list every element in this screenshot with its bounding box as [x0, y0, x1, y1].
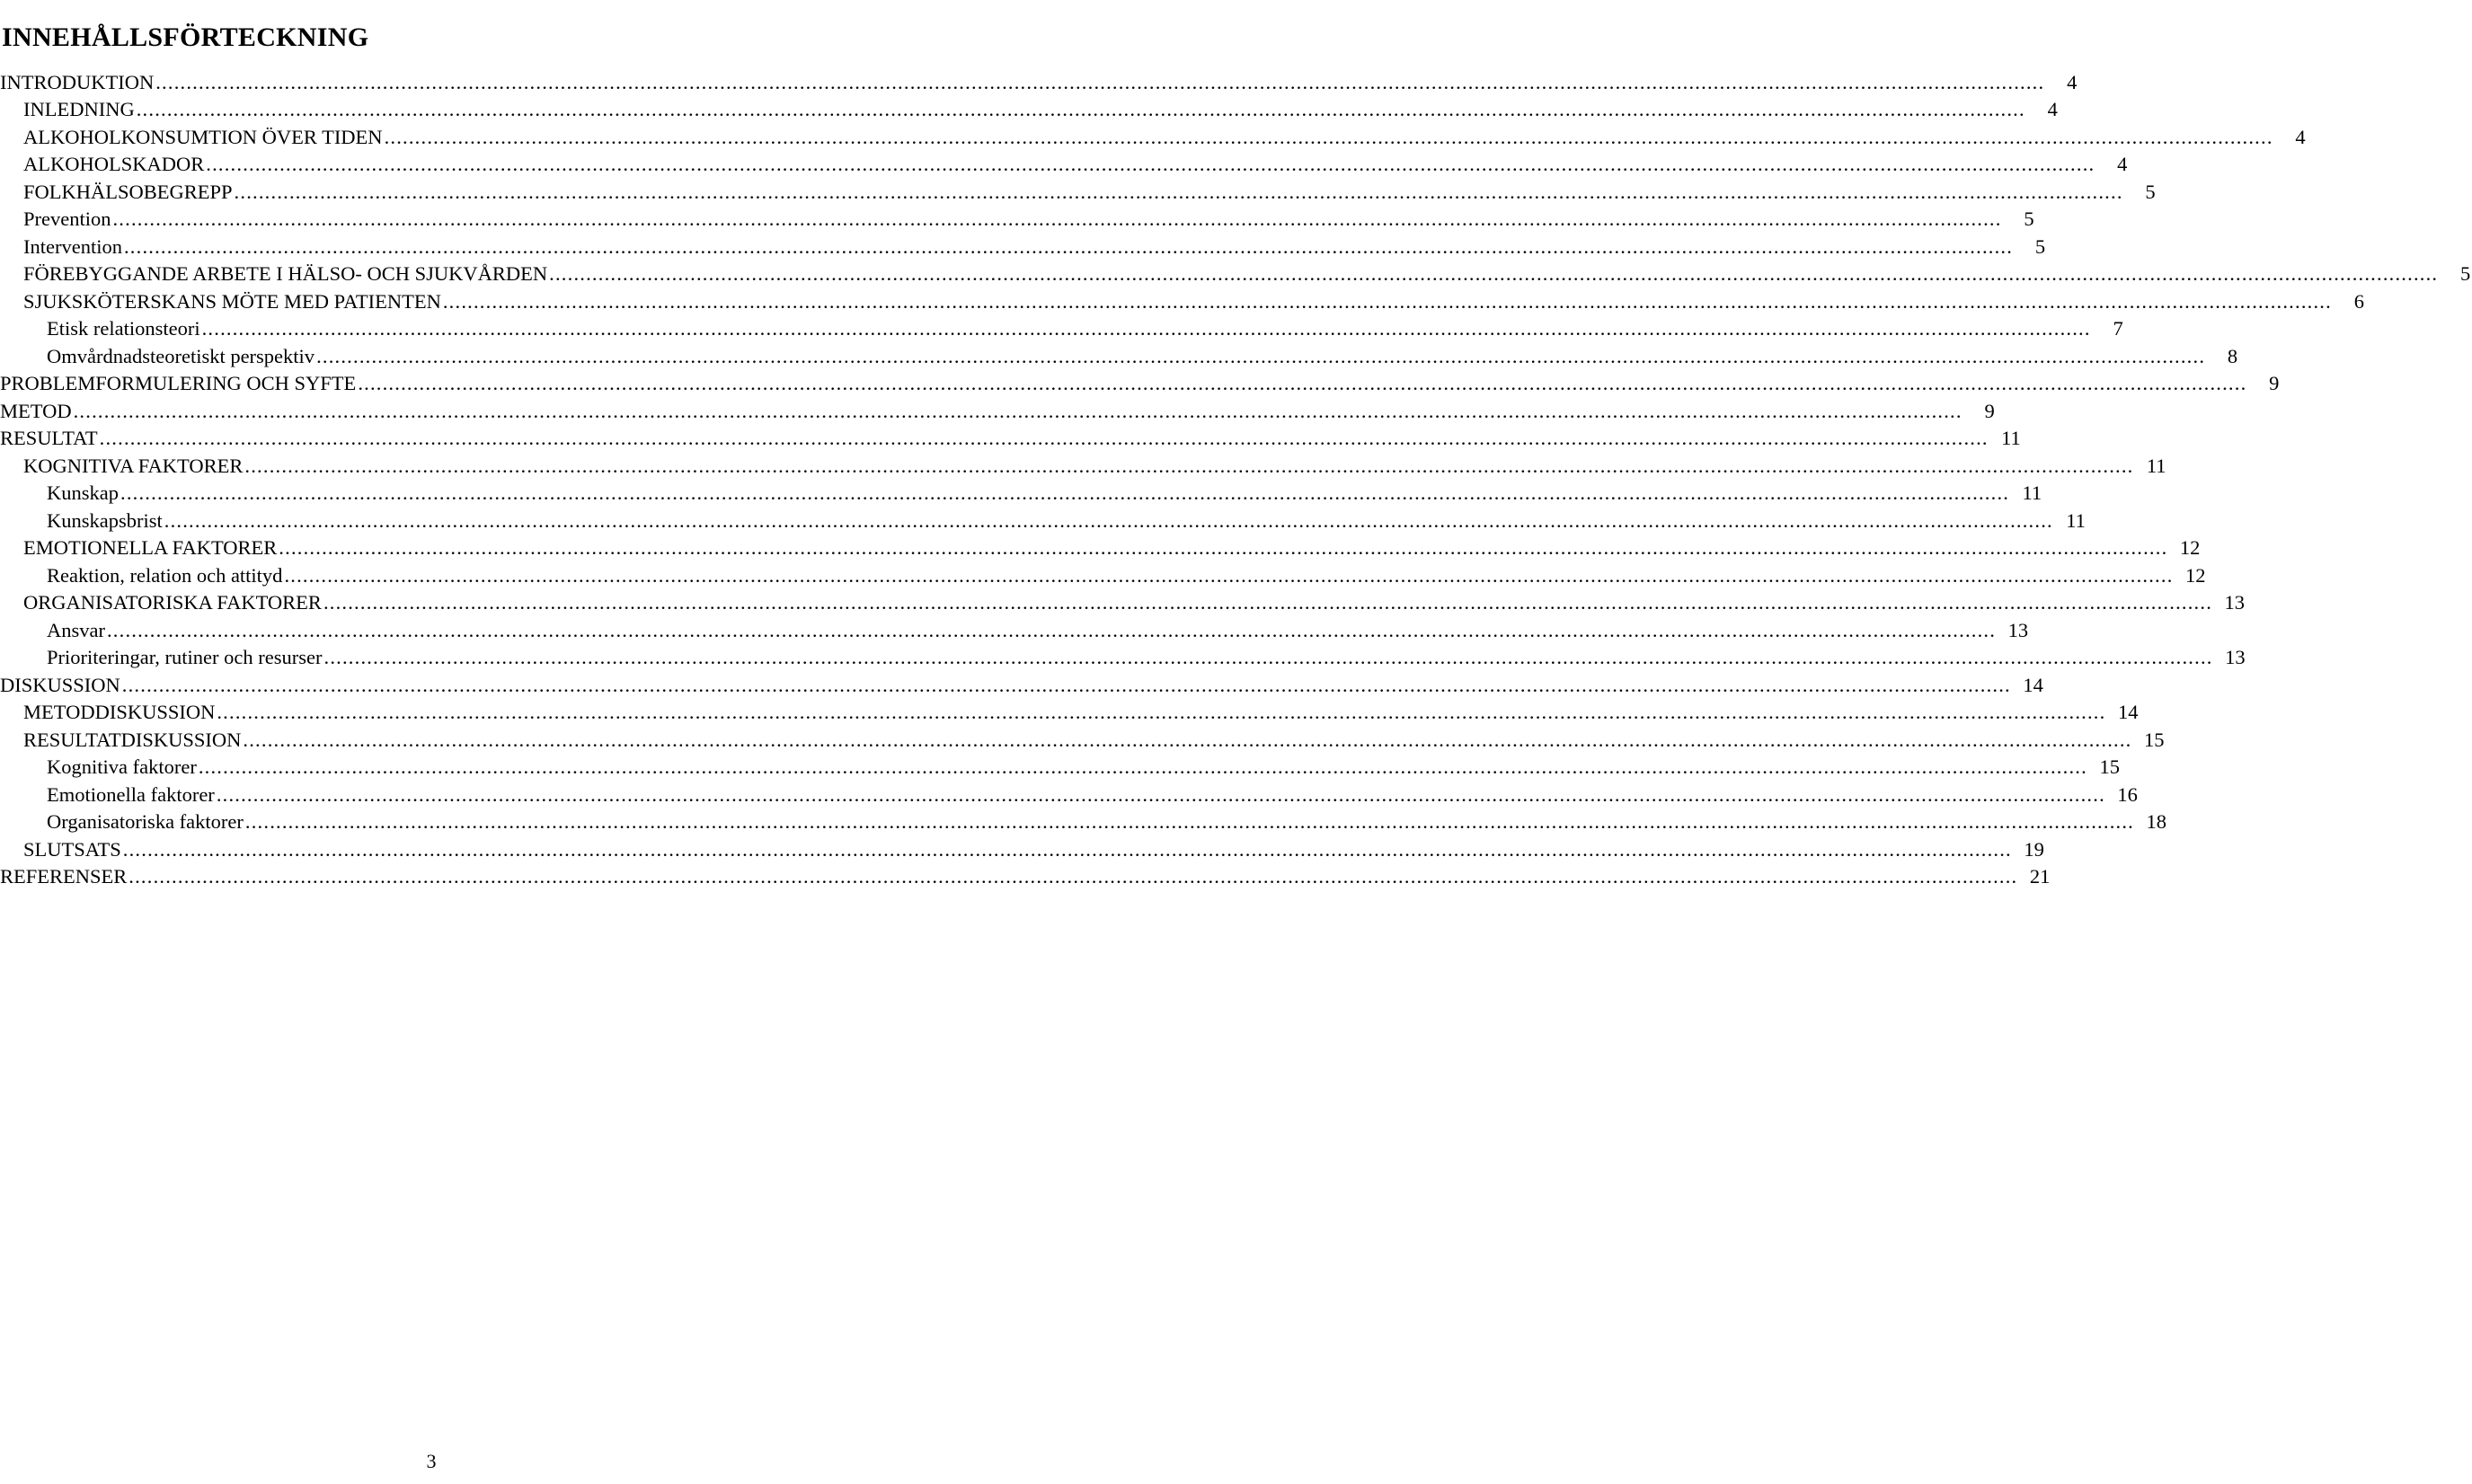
toc-dot-leader: .................................................................................................................................................................................................................................................................................................................... — [323, 591, 2213, 614]
toc-entry-label: REFERENSER — [0, 865, 128, 888]
toc-entry[interactable] — [0, 314, 2123, 341]
toc-dot-leader: .................................................................................................................................................................................................................................................................................................................... — [106, 618, 1997, 641]
toc-entry-page: 11 — [2066, 508, 2086, 532]
toc-entry[interactable] — [0, 834, 2044, 861]
toc-entry-label: Kunskap — [47, 481, 119, 504]
toc-entry-page: 11 — [2001, 427, 2021, 449]
toc-entry[interactable] — [0, 450, 2166, 478]
toc-entry[interactable] — [0, 861, 2051, 889]
toc-entry-page: 14 — [2117, 701, 2139, 723]
toc-entry-label: DISKUSSION — [0, 673, 120, 696]
toc-dot-leader: .................................................................................................................................................................................................................................................................................................................... — [164, 508, 2053, 532]
toc-entry-page: 4 — [2067, 70, 2078, 93]
toc-entry-page: 7 — [2113, 317, 2123, 340]
toc-entry-label: Intervention — [23, 234, 122, 258]
toc-dot-leader: .................................................................................................................................................................................................................................................................................................................... — [384, 125, 2273, 148]
toc-entry-page: 19 — [2024, 837, 2044, 861]
toc-entry[interactable] — [0, 368, 2280, 396]
toc-entry-page: 9 — [1984, 399, 1995, 422]
toc-entry-label: ORGANISATORISKA FAKTORER — [23, 591, 322, 614]
toc-entry[interactable] — [0, 697, 2139, 725]
toc-dot-leader: .................................................................................................................................................................................................................................................................................................................... — [244, 810, 2134, 833]
toc-entry-label: Kunskapsbrist — [47, 508, 163, 532]
toc-dot-leader: .................................................................................................................................................................................................................................................................................................................... — [442, 289, 2332, 313]
toc-dot-leader: .................................................................................................................................................................................................................................................................................................................... — [128, 865, 2018, 888]
toc-dot-leader: .................................................................................................................................................................................................................................................................................................................... — [323, 646, 2213, 668]
toc-entry-page: 5 — [2024, 208, 2034, 230]
toc-entry-page: 15 — [2144, 728, 2165, 751]
toc-entry-label: ALKOHOLKONSUMTION ÖVER TIDEN — [23, 125, 383, 148]
toc-entry[interactable] — [0, 259, 2471, 287]
toc-dot-leader: .................................................................................................................................................................................................................................................................................................................... — [136, 98, 2025, 120]
toc-dot-leader: .................................................................................................................................................................................................................................................................................................................... — [122, 837, 2012, 861]
toc-entry-page: 5 — [2034, 234, 2046, 258]
toc-entry-label: SLUTSATS — [23, 837, 121, 861]
toc-entry-page: 14 — [2023, 673, 2043, 696]
toc-entry-page: 5 — [2460, 262, 2471, 285]
toc-entry[interactable] — [0, 642, 2246, 670]
toc-entry-label: FOLKHÄLSOBEGREPP — [23, 180, 233, 203]
toc-entry-label: RESULTAT — [0, 427, 98, 449]
toc-dot-leader: .................................................................................................................................................................................................................................................................................................................... — [244, 454, 2134, 477]
toc-entry-label: SJUKSKÖTERSKANS MÖTE MED PATIENTEN — [23, 289, 441, 313]
toc-entry-page: 4 — [2047, 98, 2058, 120]
toc-entry-label: Omvårdnadsteoretiskt perspektiv — [47, 344, 315, 367]
toc-entry-page: 18 — [2146, 810, 2166, 833]
toc-entry[interactable] — [0, 340, 2238, 368]
toc-entry-label: Prioriteringar, rutiner och resurser — [47, 646, 323, 668]
toc-dot-leader: .................................................................................................................................................................................................................................................................................................................... — [198, 755, 2087, 778]
toc-entry[interactable] — [0, 779, 2138, 807]
toc-dot-leader: .................................................................................................................................................................................................................................................................................................................... — [243, 728, 2132, 751]
toc-entry-label: Etisk relationsteori — [47, 317, 200, 340]
table-of-contents — [0, 66, 2471, 888]
toc-entry-label: Ansvar — [47, 618, 105, 641]
toc-dot-leader: .................................................................................................................................................................................................................................................................................................................... — [120, 481, 2010, 504]
toc-dot-leader: .................................................................................................................................................................................................................................................................................................................... — [216, 782, 2105, 806]
toc-dot-leader: .................................................................................................................................................................................................................................................................................................................... — [121, 673, 2011, 696]
toc-entry[interactable] — [0, 231, 2046, 259]
toc-entry-label: ALKOHOLSKADOR — [23, 153, 205, 175]
toc-dot-leader: .................................................................................................................................................................................................................................................................................................................... — [123, 234, 2014, 258]
toc-dot-leader: .................................................................................................................................................................................................................................................................................................................... — [316, 344, 2206, 367]
toc-dot-leader: .................................................................................................................................................................................................................................................................................................................... — [284, 563, 2174, 587]
toc-entry-label: Reaktion, relation och attityd — [47, 563, 283, 587]
toc-dot-leader: .................................................................................................................................................................................................................................................................................................................... — [206, 153, 2095, 175]
toc-entry-page: 4 — [2117, 153, 2128, 175]
toc-dot-leader: .................................................................................................................................................................................................................................................................................................................... — [358, 372, 2247, 394]
toc-entry[interactable] — [0, 423, 2021, 451]
toc-entry[interactable] — [0, 121, 2306, 149]
toc-dot-leader: .................................................................................................................................................................................................................................................................................................................... — [549, 262, 2439, 285]
toc-dot-leader: .................................................................................................................................................................................................................................................................................................................... — [279, 536, 2168, 559]
toc-entry[interactable] — [0, 533, 2201, 561]
toc-entry-page: 15 — [2099, 755, 2120, 778]
toc-entry-label: PROBLEMFORMULERING OCH SYFTE — [0, 372, 357, 394]
toc-entry-label: Kognitiva faktorer — [47, 755, 197, 778]
toc-entry-label: METOD — [0, 399, 72, 422]
toc-entry[interactable] — [0, 176, 2156, 204]
toc-entry[interactable] — [0, 286, 2364, 314]
toc-entry-page: 16 — [2117, 782, 2138, 806]
toc-entry[interactable] — [0, 204, 2034, 232]
toc-entry-page: 5 — [2145, 180, 2156, 203]
toc-entry-page: 13 — [2225, 646, 2246, 668]
page-number: 3 — [426, 1450, 437, 1472]
toc-entry[interactable] — [0, 587, 2246, 615]
toc-entry-label: METODDISKUSSION — [23, 701, 216, 723]
toc-dot-leader: .................................................................................................................................................................................................................................................................................................................... — [73, 399, 1963, 422]
toc-dot-leader: .................................................................................................................................................................................................................................................................................................................... — [217, 701, 2106, 723]
toc-entry-label: KOGNITIVA FAKTORER — [23, 454, 244, 477]
toc-entry-label: Emotionella faktorer — [47, 782, 215, 806]
toc-entry-label: INLEDNING — [23, 98, 135, 120]
toc-entry[interactable] — [0, 560, 2206, 587]
page-title: INNEHÅLLSFÖRTECKNING — [2, 22, 369, 53]
toc-entry-label: INTRODUKTION — [0, 70, 155, 93]
toc-entry-page: 11 — [2022, 481, 2042, 504]
toc-entry[interactable] — [0, 505, 2086, 533]
toc-entry[interactable] — [0, 478, 2042, 506]
toc-entry-label: EMOTIONELLA FAKTORER — [23, 536, 278, 559]
toc-entry-label: Prevention — [23, 208, 111, 230]
toc-entry[interactable] — [0, 724, 2165, 752]
toc-entry-page: 11 — [2146, 454, 2166, 477]
toc-entry-page: 12 — [2185, 563, 2206, 587]
toc-entry-label: FÖREBYGGANDE ARBETE I HÄLSO- OCH SJUKVÅRDEN — [23, 262, 548, 285]
toc-entry[interactable] — [0, 807, 2166, 835]
toc-entry-page: 12 — [2179, 536, 2201, 559]
toc-entry-page: 13 — [2007, 618, 2029, 641]
toc-entry-page: 13 — [2224, 591, 2246, 614]
toc-entry-page: 21 — [2029, 865, 2051, 888]
toc-dot-leader: .................................................................................................................................................................................................................................................................................................................... — [99, 427, 1989, 449]
toc-entry-label: Organisatoriska faktorer — [47, 810, 244, 833]
toc-entry[interactable] — [0, 94, 2058, 122]
toc-dot-leader: .................................................................................................................................................................................................................................................................................................................... — [201, 317, 2091, 340]
toc-dot-leader: .................................................................................................................................................................................................................................................................................................................... — [155, 70, 2045, 93]
toc-entry[interactable] — [0, 614, 2029, 642]
toc-entry-page: 4 — [2295, 125, 2306, 148]
toc-entry-label: RESULTATDISKUSSION — [23, 728, 242, 751]
toc-entry-page: 8 — [2227, 344, 2238, 367]
toc-dot-leader: .................................................................................................................................................................................................................................................................................................................... — [112, 208, 2002, 230]
toc-dot-leader: .................................................................................................................................................................................................................................................................................................................... — [234, 180, 2123, 203]
toc-entry[interactable] — [0, 669, 2043, 697]
toc-entry-page: 9 — [2269, 372, 2280, 394]
toc-entry[interactable] — [0, 66, 2078, 94]
toc-entry[interactable] — [0, 752, 2120, 780]
toc-entry[interactable] — [0, 395, 1995, 423]
toc-entry[interactable] — [0, 149, 2128, 177]
toc-entry-page: 6 — [2353, 289, 2364, 313]
